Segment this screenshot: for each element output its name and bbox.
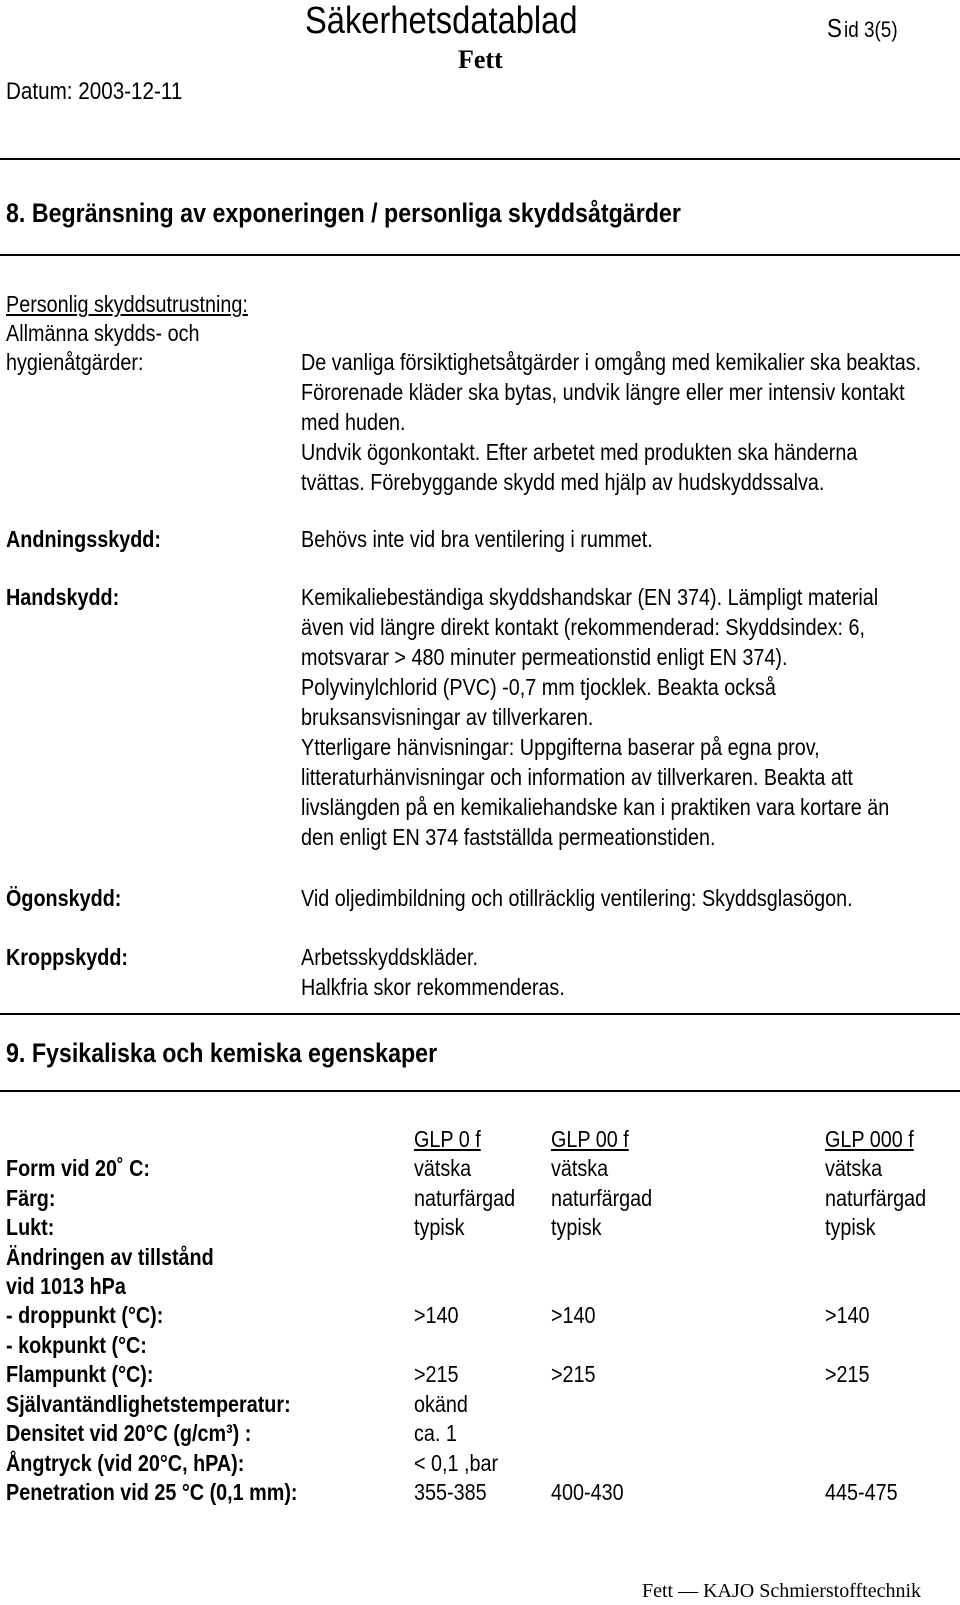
row-label: Flampunkt (°C): (6, 1361, 154, 1387)
cell-glp-00f: naturfärgad (551, 1185, 653, 1211)
section-9-heading: 9. Fysikaliska och kemiska egenskaper (6, 1038, 438, 1068)
cell-glp-0f: naturfärgad (414, 1185, 516, 1211)
respiratory-text: Behövs inte vid bra ventilering i rummet. (301, 526, 653, 552)
body-label: Kroppskydd: (6, 944, 128, 970)
cell-glp-000f: typisk (825, 1214, 876, 1240)
hand-text-line: litteraturhänvisningar och information av tillverkaren. Beakta att (301, 764, 853, 790)
general-text-line: tvättas. Förebyggande skydd med hjälp av hudskyddssalva. (301, 469, 825, 495)
cell-glp-000f: >215 (825, 1361, 870, 1387)
cell-glp-00f: typisk (551, 1214, 602, 1240)
page-number: S id 3(5) (827, 13, 898, 43)
hand-text-line: bruksansvisningar av tillverkaren. (301, 704, 594, 730)
body-text-line: Halkfria skor rekommenderas. (301, 974, 565, 1000)
cell-glp-000f: naturfärgad (825, 1185, 927, 1211)
row-label: Form vid 20˚ C: (6, 1155, 150, 1181)
cell-glp-000f: vätska (825, 1155, 883, 1181)
document-date: Datum: 2003-12-11 (6, 78, 183, 105)
cell-glp-000f: >140 (825, 1302, 870, 1328)
cell-glp-0f: < 0,1 ,bar (414, 1450, 499, 1476)
row-label: - kokpunkt (°C: (6, 1332, 147, 1358)
cell-glp-0f: ca. 1 (414, 1420, 457, 1446)
hand-text-line: Kemikaliebeständiga skyddshandskar (EN 374). Lämpligt material (301, 584, 879, 610)
row-label: Ångtryck (vid 20°C, hPA): (6, 1450, 245, 1476)
respiratory-label: Andningsskydd: (6, 526, 161, 552)
hand-text-line: Ytterligare hänvisningar: Uppgifterna baserar på egna prov, (301, 734, 820, 760)
row-label: Densitet vid 20°C (g/cm³) : (6, 1420, 252, 1446)
hand-text-line: motsvarar > 480 minuter permeationstid enligt EN 374). (301, 644, 788, 670)
hand-text-line: även vid längre direkt kontakt (rekommenderad: Skyddsindex: 6, (301, 614, 866, 640)
cell-glp-00f: >140 (551, 1302, 596, 1328)
hand-text-line: den enligt EN 374 fastställda permeationstiden. (301, 824, 716, 850)
document-title: Säkerhetsdatablad (305, 0, 578, 42)
cell-glp-0f: >140 (414, 1302, 459, 1328)
eye-label: Ögonskydd: (6, 885, 122, 911)
general-label-line2: hygienåtgärder: (6, 349, 144, 375)
product-name: Fett (458, 45, 503, 74)
general-text-line: De vanliga försiktighetsåtgärder i omgång med kemikalier ska beaktas. (301, 349, 922, 375)
general-text-line: Förorenade kläder ska bytas, undvik längre eller mer intensiv kontakt (301, 379, 905, 405)
row-label: Färg: (6, 1185, 56, 1211)
row-label: vid 1013 hPa (6, 1273, 126, 1299)
row-label: Lukt: (6, 1214, 55, 1240)
section-9-top-divider (0, 1013, 960, 1015)
section-8-divider (0, 254, 960, 256)
column-header: GLP 000 f (825, 1126, 914, 1152)
row-label: Penetration vid 25 °C (0,1 mm): (6, 1479, 298, 1505)
page-footer: Fett — KAJO Schmierstofftechnik (642, 1580, 922, 1602)
cell-glp-0f: >215 (414, 1361, 459, 1387)
header-divider (0, 158, 960, 160)
ppe-heading: Personlig skyddsutrustning: (6, 291, 248, 317)
general-text-line: med huden. (301, 409, 406, 435)
section-9-divider (0, 1090, 960, 1092)
column-header: GLP 00 f (551, 1126, 629, 1152)
cell-glp-0f: okänd (414, 1391, 468, 1417)
general-text-line: Undvik ögonkontakt. Efter arbetet med produkten ska händerna (301, 439, 858, 465)
cell-glp-0f: 355-385 (414, 1479, 487, 1505)
column-header: GLP 0 f (414, 1126, 481, 1152)
cell-glp-00f: vätska (551, 1155, 609, 1181)
cell-glp-00f: >215 (551, 1361, 596, 1387)
hand-text-line: Polyvinylchlorid (PVC) -0,7 mm tjocklek. Beakta också (301, 674, 776, 700)
row-label: Ändringen av tillstånd (6, 1244, 214, 1270)
cell-glp-0f: typisk (414, 1214, 465, 1240)
body-text-line: Arbetsskyddskläder. (301, 944, 479, 970)
cell-glp-000f: 445-475 (825, 1479, 898, 1505)
row-label: Självantändlighetstemperatur: (6, 1391, 291, 1417)
hand-text-line: livslängden på en kemikaliehandske kan i praktiken vara kortare än (301, 794, 890, 820)
hand-label: Handskydd: (6, 584, 120, 610)
cell-glp-00f: 400-430 (551, 1479, 624, 1505)
section-8-heading: 8. Begränsning av exponeringen / personliga skyddsåtgärder (6, 198, 681, 228)
general-label-line1: Allmänna skydds- och (6, 320, 200, 346)
eye-text: Vid oljedimbildning och otillräcklig ventilering: Skyddsglasögon. (301, 885, 853, 911)
row-label: - droppunkt (°C): (6, 1302, 164, 1328)
cell-glp-0f: vätska (414, 1155, 472, 1181)
